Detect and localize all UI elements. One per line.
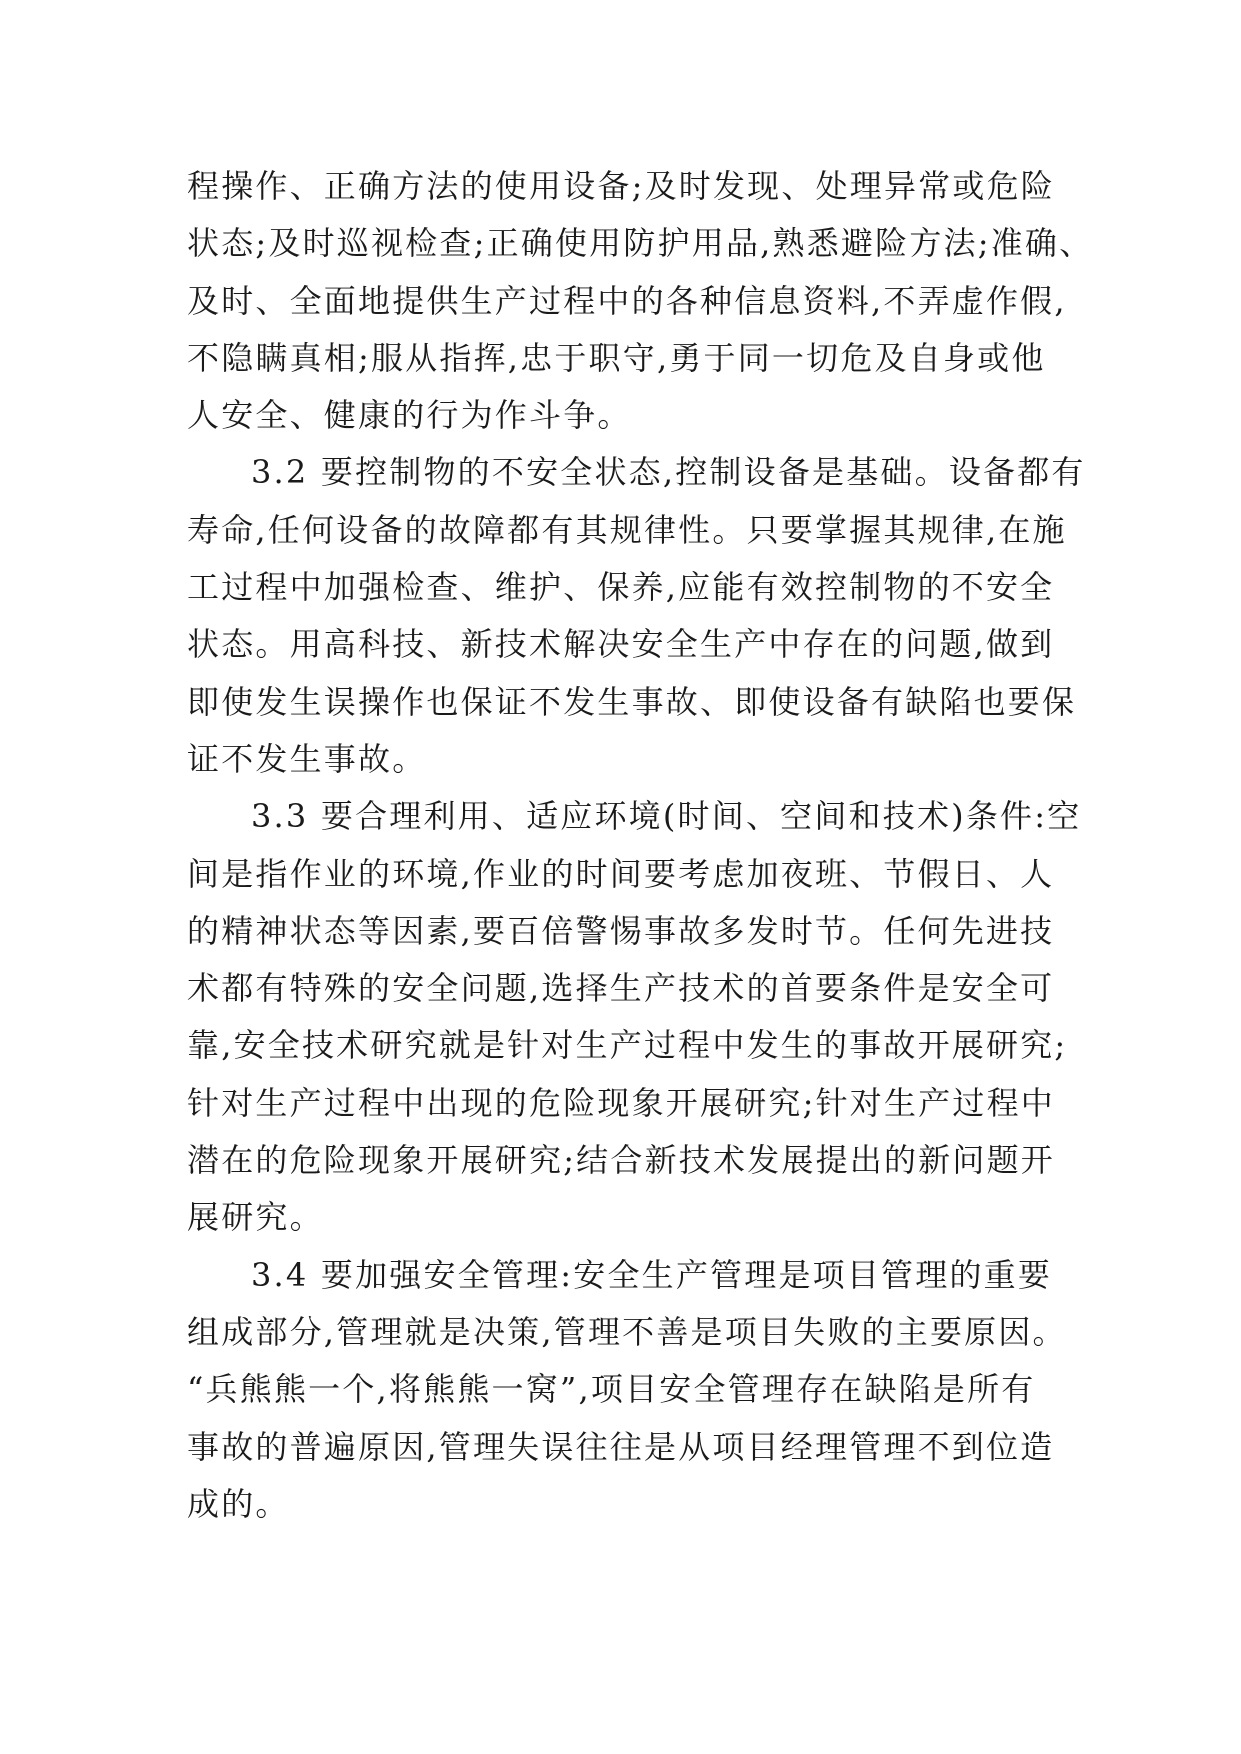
text-line: 及时、全面地提供生产过程中的各种信息资料,不弄虚作假,	[187, 281, 1067, 320]
text-line: 程操作、正确方法的使用设备;及时发现、处理异常或危险	[187, 167, 1055, 205]
text-line: “兵熊熊一个,将熊熊一窝”,项目安全管理存在缺陷是所有	[187, 1370, 1036, 1409]
body-text	[187, 158, 1094, 1533]
text-line: 状态。用高科技、新技术解决安全生产中存在的问题,做到	[187, 625, 1055, 664]
text-line: 3.2 要控制物的不安全状态,控制设备是基础。设备都有	[251, 453, 1086, 492]
text-line: 证不发生事故。	[187, 739, 427, 778]
text-line: 工过程中加强检查、维护、保养,应能有效控制物的不安全	[187, 568, 1055, 607]
text-line: 状态;及时巡视检查;正确使用防护用品,熟悉避险方法;准确、	[187, 224, 1094, 263]
text-line: 成的。	[187, 1484, 290, 1523]
text-line: 靠,安全技术研究就是针对生产过程中发生的事故开展研究;	[187, 1026, 1068, 1065]
text-line: 人安全、健康的行为作斗争。	[187, 396, 632, 435]
text-line: 间是指作业的环境,作业的时间要考虑加夜班、节假日、人	[187, 854, 1055, 893]
text-line: 潜在的危险现象开展研究;结合新技术发展提出的新问题开	[187, 1141, 1055, 1180]
text-line: 针对生产过程中出现的危险现象开展研究;针对生产过程中	[187, 1083, 1055, 1122]
text-line: 3.3 要合理利用、适应环境(时间、空间和技术)条件:空	[251, 797, 1082, 836]
text-line: 事故的普遍原因,管理失误往往是从项目经理管理不到位造	[187, 1427, 1055, 1466]
text-line: 术都有特殊的安全问题,选择生产技术的首要条件是安全可	[187, 969, 1055, 1008]
text-line: 展研究。	[187, 1198, 324, 1237]
text-line: 的精神状态等因素,要百倍警惕事故多发时节。任何先进技	[187, 911, 1055, 950]
text-line: 寿命,任何设备的故障都有其规律性。只要掌握其规律,在施	[187, 510, 1067, 549]
text-line: 即使发生误操作也保证不发生事故、即使设备有缺陷也要保	[187, 682, 1077, 721]
text-line: 不隐瞒真相;服从指挥,忠于职守,勇于同一切危及自身或他	[187, 338, 1046, 377]
text-line: 组成部分,管理就是决策,管理不善是项目失败的主要原因。	[187, 1312, 1067, 1351]
text-line: 3.4 要加强安全管理:安全生产管理是项目管理的重要	[251, 1255, 1053, 1294]
